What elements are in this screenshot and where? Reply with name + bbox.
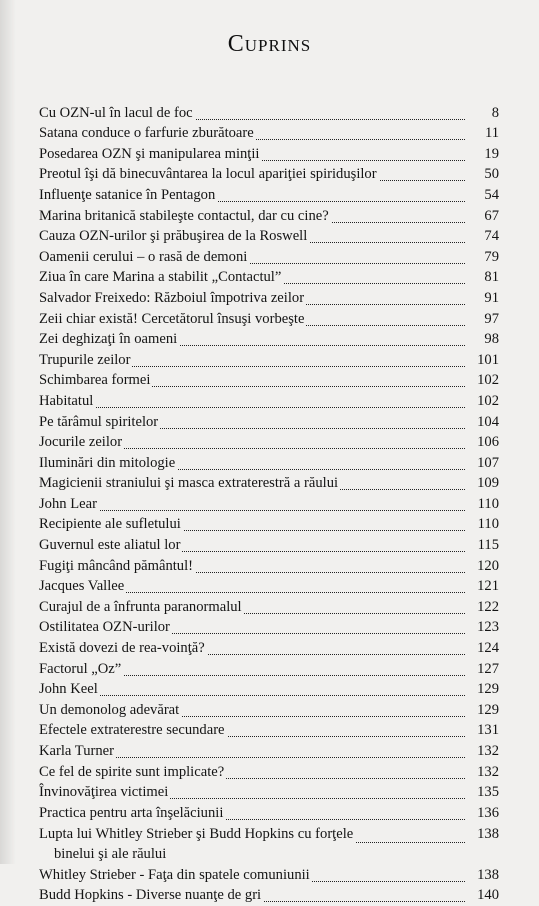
toc-entry-page-number: 11 <box>465 125 499 142</box>
toc-entry <box>39 433 499 454</box>
toc-entry <box>39 680 499 701</box>
toc-entry-page-number: 131 <box>465 722 499 739</box>
toc-entry-title: Schimbarea formei <box>39 372 151 389</box>
toc-entry-title: Jacques Vallee <box>39 578 125 595</box>
toc-entry-title: Salvador Freixedo: Războiul împotriva zeilor <box>39 289 305 306</box>
toc-entry-title: John Keel <box>39 681 98 698</box>
toc-entry-title: Karla Turner <box>39 743 114 759</box>
toc-entry-title: Zeii chiar există! Cercetătorul însuşi vorbeşte <box>39 310 305 327</box>
toc-entry-page-number: 138 <box>465 867 499 884</box>
toc-entry-title: Zei deghizaţi în oameni <box>39 331 178 348</box>
toc-entry-page-number: 120 <box>465 558 499 575</box>
toc-entry-title: Cauza OZN-urilor şi prăbuşirea de la Roswell <box>39 228 308 245</box>
toc-entry-page-number: 97 <box>465 311 499 328</box>
toc-entry-page-number: 135 <box>465 784 499 801</box>
toc-entry-title: Un demonolog adevărat <box>39 701 180 718</box>
toc-entry <box>39 638 499 659</box>
toc-entry <box>39 103 499 124</box>
toc-entry <box>39 474 499 495</box>
toc-entry-page-number: 132 <box>465 764 499 781</box>
toc-entry <box>39 268 499 289</box>
toc-entry-page-number: 129 <box>465 702 499 719</box>
toc-entry <box>39 124 499 145</box>
toc-entry-page-number: 121 <box>465 578 499 595</box>
toc-entry-page-number: 102 <box>465 393 499 410</box>
toc-entry-title: Ostilitatea OZN-urilor <box>39 619 170 636</box>
page-title: Cuprins <box>227 31 312 57</box>
dot-leader <box>39 695 465 696</box>
toc-entry-title: Influenţe satanice în Pentagon <box>39 186 216 203</box>
toc-entry <box>39 494 499 515</box>
toc-entry-page-number: 81 <box>465 269 499 286</box>
toc-entry-title: Efectele extraterestre secundare <box>39 722 225 739</box>
toc-entry-page-number: 115 <box>465 537 499 554</box>
toc-entry-page-number: 50 <box>465 166 499 183</box>
toc-entry <box>39 391 499 412</box>
dot-leader <box>39 407 465 408</box>
toc-entry <box>39 762 499 783</box>
toc-entry <box>39 206 499 227</box>
toc-entry-page-number: 124 <box>465 640 499 657</box>
toc-entry-page-number: 101 <box>465 352 499 369</box>
toc-entry-title: Magicienii straniului şi masca extraterestră a răului <box>39 475 339 492</box>
toc-entry-title: Învinovăţirea victimei <box>39 784 169 801</box>
toc-entry <box>39 824 499 865</box>
toc-entry <box>39 371 499 392</box>
toc-entry-page-number: 104 <box>465 414 499 431</box>
toc-entry-title: Lupta lui Whitley Strieber şi Budd Hopkins cu forţele <box>39 825 354 842</box>
toc-entry-title: Există dovezi de rea-voinţă? <box>39 640 205 657</box>
toc-entry-page-number: 136 <box>465 805 499 822</box>
toc-entry-page-number: 98 <box>465 331 499 348</box>
toc-entry-title: Whitley Strieber - Faţa din spatele comuniunii <box>39 866 310 883</box>
toc-entry <box>39 741 499 762</box>
toc-entry <box>39 288 499 309</box>
toc-entry <box>39 597 499 618</box>
toc-entry <box>39 227 499 248</box>
toc-entry <box>39 783 499 804</box>
toc-entry-title: Posedarea OZN şi manipularea minţii <box>39 145 260 162</box>
toc-entry <box>39 618 499 639</box>
toc-entry-page-number: 74 <box>465 228 499 245</box>
toc-entry-title-continuation: binelui şi ale răului <box>54 845 167 862</box>
toc-entry <box>39 886 499 906</box>
toc-entry-page-number: 19 <box>465 146 499 163</box>
toc-entry <box>39 577 499 598</box>
toc-entry-page-number: 138 <box>465 826 499 843</box>
toc-entry-title: Factorul „Oz” <box>39 660 122 677</box>
toc-entry-page-number: 129 <box>465 681 499 698</box>
toc-entry <box>39 453 499 474</box>
toc-entry-title: Budd Hopkins - Diverse nuanţe de gri <box>39 887 262 904</box>
dot-leader <box>39 510 465 511</box>
toc-entry-title: Guvernul este aliatul lor <box>39 537 181 554</box>
toc-entry-page-number: 140 <box>465 887 499 904</box>
toc-entry-title: Cu OZN-ul în lacul de foc <box>39 104 193 121</box>
toc-entry-page-number: 123 <box>465 619 499 636</box>
toc-entry-page-number: 79 <box>465 249 499 266</box>
toc-entry-page-number: 91 <box>465 290 499 307</box>
toc-entry-page-number: 102 <box>465 372 499 389</box>
toc-entry <box>39 412 499 433</box>
page-gutter-shadow <box>0 0 16 864</box>
toc-entry-page-number: 8 <box>465 105 499 122</box>
toc-entry-page-number: 122 <box>465 599 499 616</box>
toc-entry-title: Ce fel de spirite sunt implicate? <box>39 763 225 780</box>
toc-entry-title: Recipiente ale sufletului <box>39 516 181 533</box>
toc-entry-title: Curajul de a înfrunta paranormalul <box>39 598 242 615</box>
toc-entry <box>39 659 499 680</box>
toc-entry-title: Satana conduce o farfurie zburătoare <box>39 125 254 142</box>
toc-entry-page-number: 109 <box>465 475 499 492</box>
toc-entry-title: Trupurile zeilor <box>39 351 131 368</box>
toc-entry-page-number: 67 <box>465 208 499 225</box>
toc-entry-page-number: 127 <box>465 661 499 678</box>
toc-entry-title: Fugiţi mâncând pământul! <box>39 557 194 574</box>
toc-entry-title: Oamenii cerului – o rasă de demoni <box>39 248 248 265</box>
toc-entry <box>39 330 499 351</box>
toc-entry <box>39 721 499 742</box>
toc-entry-title: Marina britanică stabileşte contactul, dar cu cine? <box>39 207 329 224</box>
toc-entry-title: Jocurile zeilor <box>39 434 123 451</box>
toc-entry-title: Ziua în care Marina a stabilit „Contactul” <box>39 269 282 286</box>
table-of-contents <box>39 103 499 906</box>
toc-entry <box>39 144 499 165</box>
toc-entry <box>39 700 499 721</box>
toc-entry-page-number: 110 <box>465 516 499 533</box>
toc-entry-title: Iluminări din mitologie <box>39 454 176 471</box>
toc-entry-page-number: 54 <box>465 187 499 204</box>
toc-entry-title: Preotul îşi dă binecuvântarea la locul apariţiei spiriduşilor <box>39 166 377 183</box>
toc-entry-title: Pe tărâmul spiritelor <box>39 413 159 430</box>
toc-entry <box>39 803 499 824</box>
toc-entry <box>39 515 499 536</box>
toc-entry <box>39 556 499 577</box>
toc-entry <box>39 309 499 330</box>
toc-entry-title: Habitatul <box>39 392 94 409</box>
toc-entry-title: Practica pentru arta înşelăciunii <box>39 804 224 821</box>
toc-entry <box>39 185 499 206</box>
toc-entry-page-number: 107 <box>465 455 499 472</box>
toc-entry <box>39 350 499 371</box>
toc-entry-page-number: 132 <box>465 743 499 760</box>
toc-entry-page-number: 106 <box>465 434 499 451</box>
toc-entry-page-number: 110 <box>465 496 499 513</box>
toc-entry <box>39 865 499 886</box>
toc-entry-title: John Lear <box>39 495 97 512</box>
toc-entry <box>39 247 499 268</box>
toc-entry <box>39 535 499 556</box>
toc-entry <box>39 165 499 186</box>
